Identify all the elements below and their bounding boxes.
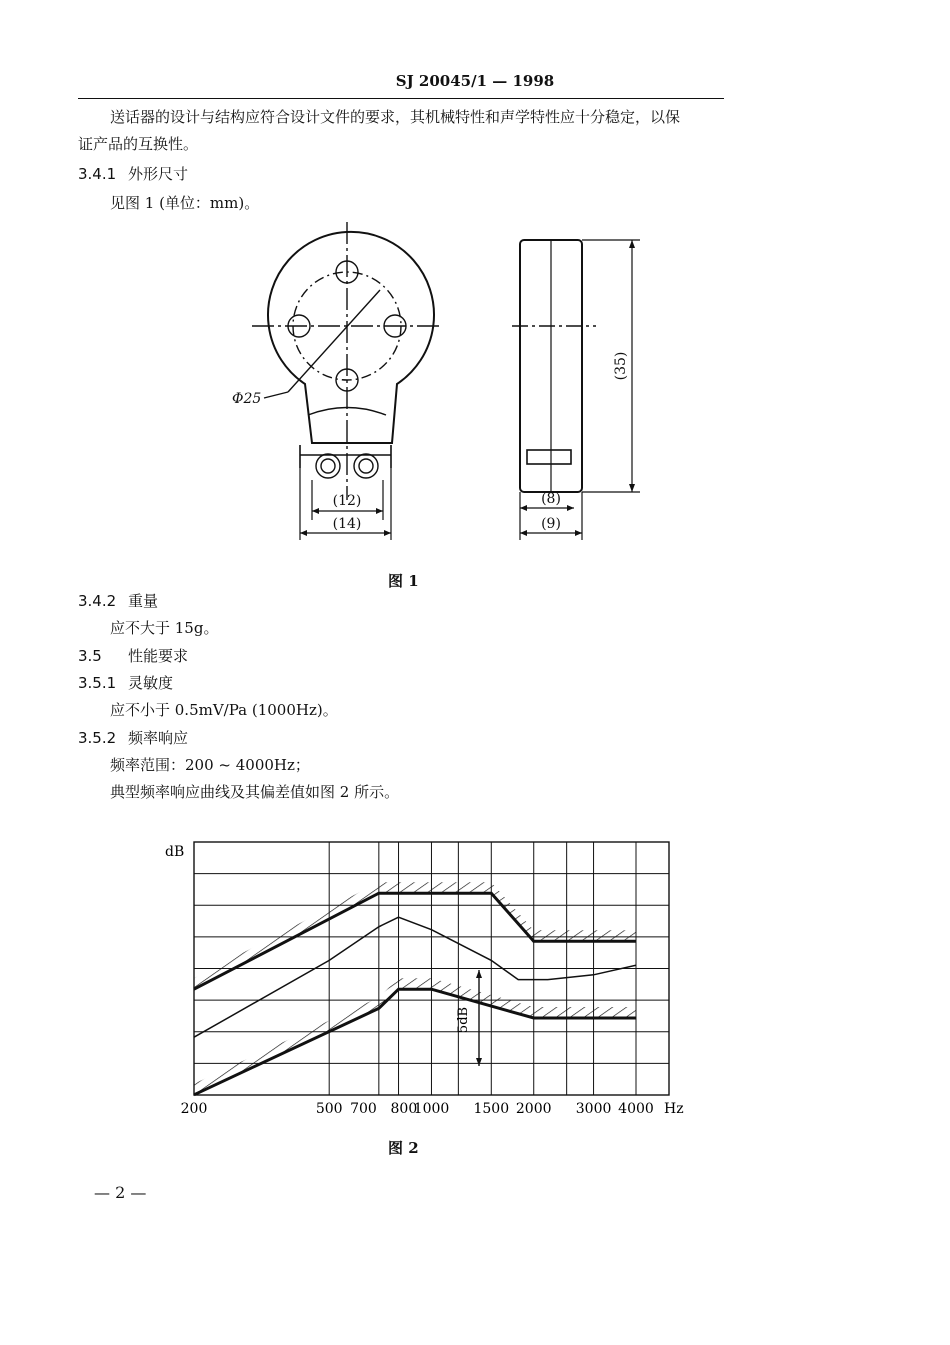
section-3-5 [78,645,188,666]
series-lower-limit [194,989,636,1095]
x-tick-label: 1000 [413,1101,450,1117]
side-slot [527,450,571,464]
section-3-4-2-text: 应不大于 15g。 [110,619,219,637]
section-3-4-1-text: 见图 1 (单位：mm)。 [110,194,260,212]
terminal-left-inner [321,459,335,473]
y-axis-label: dB [165,844,185,860]
frequency-response-chart [150,830,700,1130]
terminal-right [354,454,378,478]
section-3-4-1 [78,163,188,184]
terminal-right-inner [359,459,373,473]
section-number: 3.4.2 [78,592,117,610]
scale-bar-label: 5dB [456,1006,471,1034]
section-3-5-2-text-2: 典型频率响应曲线及其偏差值如图 2 所示。 [110,783,400,801]
dim-8-label: (8) [541,491,561,507]
scale-bar [456,970,482,1066]
figure-2-caption: 图 2 [388,1139,419,1157]
dim-12-label: (12) [332,493,362,509]
doc-header-code: SJ 20045/1 — 1998 [395,72,555,90]
section-3-5-2-text-1: 频率范围：200 ~ 4000Hz； [110,756,310,774]
section-3-5-1 [78,672,173,693]
x-tick-label: 3000 [575,1101,612,1117]
section-3-5-2 [78,727,188,748]
section-title: 性能要求 [128,647,189,665]
series-upper-limit [194,893,636,989]
intro-line-2: 证产品的互换性。 [78,135,199,153]
section-number: 3.5.1 [78,674,117,692]
section-3-5-1-text: 应不小于 0.5mV/Pa (1000Hz)。 [110,701,338,719]
upper-limit-hatch [194,882,636,989]
x-tick-label: 4000 [618,1101,654,1117]
x-axis-unit: Hz [664,1101,684,1117]
x-tick-label: 700 [350,1101,377,1117]
diameter-leader-tail [264,392,288,398]
section-title: 重量 [128,592,159,610]
section-number: 3.4.1 [78,165,117,183]
x-tick-label: 800 [390,1101,418,1117]
figure-1-caption: 图 1 [388,572,419,590]
header-rule [78,98,724,99]
x-tick-labels [181,1101,654,1117]
x-tick-label: 2000 [515,1101,552,1117]
section-title: 外形尺寸 [128,165,189,183]
section-number: 3.5.2 [78,729,117,747]
x-tick-label: 500 [315,1101,343,1117]
figure-1-drawing [200,215,660,550]
microphone-front-outline [268,232,434,443]
section-number: 3.5 [78,647,102,665]
chart-series [194,893,636,1095]
page-number: — 2 — [94,1183,147,1202]
intro-line-1: 送话器的设计与结构应符合设计文件的要求，其机械特性和声学特性应十分稳定，以保 [110,108,681,126]
section-title: 灵敏度 [128,674,174,692]
dim-9-label: (9) [541,516,561,532]
x-tick-label: 200 [180,1101,208,1117]
section-title: 频率响应 [128,729,189,747]
diameter-label: Φ25 [232,391,262,407]
lower-limit-hatch [194,978,636,1095]
section-3-4-2 [78,590,158,611]
x-tick-label: 1500 [473,1101,510,1117]
dim-35-label: (35) [613,351,629,381]
dim-14-label: (14) [332,516,362,532]
terminal-left [316,454,340,478]
